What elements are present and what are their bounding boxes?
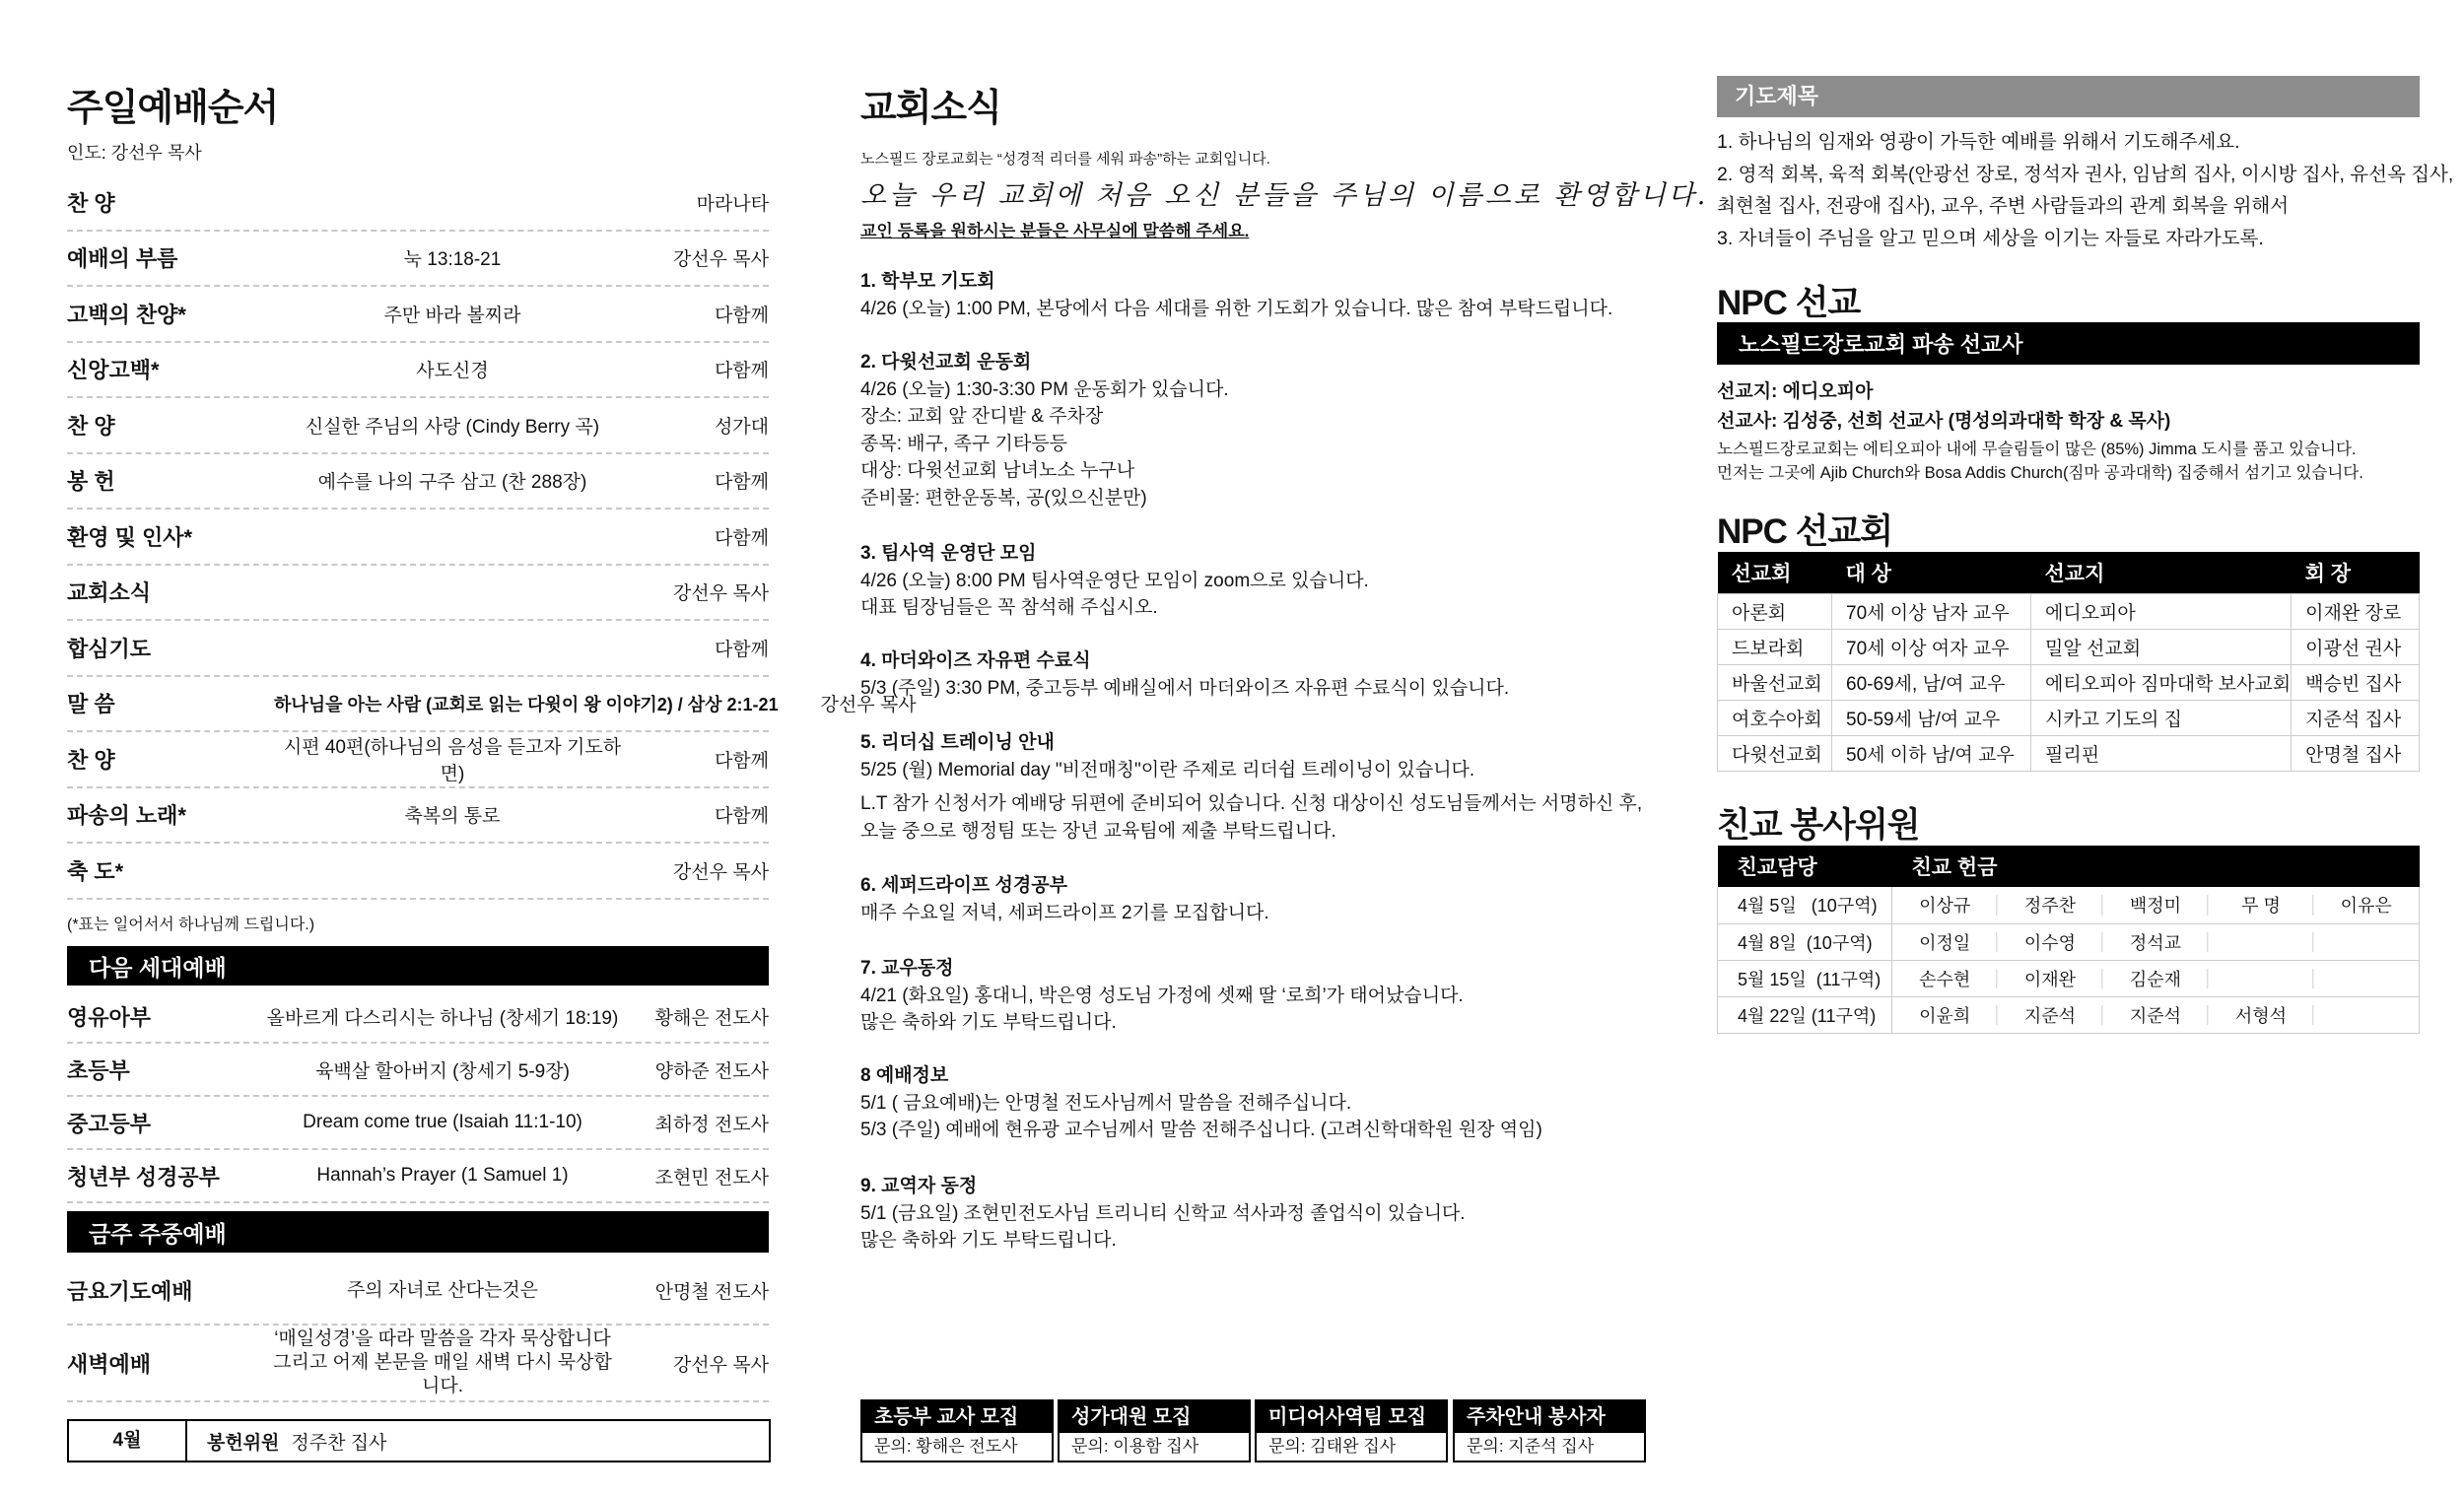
table-cell: 시카고 기도의 집	[2031, 700, 2292, 735]
table-row	[1718, 700, 2420, 735]
offering-name: 정주찬 집사	[291, 1432, 387, 1454]
fellowship-name: 김순재	[2103, 960, 2209, 996]
row-leader: 다함께	[714, 472, 769, 494]
offering-month: 4월	[69, 1421, 187, 1461]
prayer-item: 최현철 집사, 전광애 집사), 교우, 주변 사람들과의 관계 회복을 위해서	[1717, 195, 2290, 217]
row-detail: 예수를 나의 구주 삼고 (찬 288장)	[317, 472, 587, 494]
recruit-contact: 문의: 김태완 집사	[1268, 1437, 1397, 1456]
table-cell: 70세 이상 남자 교우	[1832, 593, 2031, 629]
row-detail: 눅 13:18-21	[403, 249, 502, 271]
news-item-title: 3. 팀사역 운영단 모임	[860, 543, 1037, 564]
news-item	[860, 540, 1369, 622]
groups-table	[1717, 552, 2420, 772]
news-item-line: 많은 축하와 기도 부탁드립니다.	[860, 1230, 1117, 1251]
table-cell: 밀알 선교회	[2031, 629, 2292, 664]
order-row	[67, 287, 769, 343]
recruit-box	[1453, 1399, 1646, 1462]
news-item-title: 5. 리더십 트레이닝 안내	[860, 732, 1055, 753]
row-detail: 축복의 통로	[404, 806, 501, 828]
recruit-title: 초등부 교사 모집	[862, 1401, 1052, 1433]
news-item-title: 6. 세퍼드라이프 성경공부	[860, 875, 1067, 896]
news-item-line: 5/1 ( 금요예배)는 안명철 전도사님께서 말씀을 전해주십니다.	[860, 1092, 1352, 1114]
fellowship-date: 4월 5일 (10구역)	[1718, 887, 1892, 923]
news-item-line: 4/26 (오늘) 1:30-3:30 PM 운동회가 있습니다.	[860, 378, 1229, 400]
order-row	[67, 732, 769, 788]
row-detail: 사도신경	[416, 361, 489, 382]
table-cell: 안명철 집사	[2292, 735, 2420, 771]
fellowship-table	[1717, 846, 2420, 1034]
news-item	[860, 647, 1509, 702]
row-label: 봉 헌	[67, 469, 115, 495]
table-row	[1718, 996, 2420, 1033]
table-cell: 필리핀	[2031, 735, 2292, 771]
order-row	[67, 677, 917, 733]
detail-line: 그리고 어제 본문을 매일 새벽 다시 묵상합니다.	[273, 1352, 612, 1396]
row-label: 고백의 찬양*	[67, 302, 186, 327]
news-item-title: 8 예배정보	[860, 1065, 949, 1086]
next-gen-row	[67, 1097, 769, 1150]
row-leader: 강선우 목사	[672, 861, 769, 883]
fellowship-name	[2209, 960, 2314, 996]
row-leader: 다함께	[714, 305, 769, 326]
news-item	[860, 872, 1269, 926]
news-item-line: 4/26 (오늘) 1:00 PM, 본당에서 다음 세대를 위한 기도회가 있습니다. 많은 참여 부탁드립니다.	[860, 298, 1613, 319]
table-cell: 바울선교회	[1718, 664, 1832, 700]
table-header	[1718, 552, 2420, 593]
next-gen-row	[67, 1044, 769, 1097]
fellowship-name: 이재완	[1998, 960, 2103, 996]
row-label: 말 씀	[67, 692, 115, 717]
table-cell: 이광선 권사	[2292, 629, 2420, 664]
row-leader: 다함께	[714, 750, 769, 772]
fellowship-name	[2209, 923, 2314, 960]
news-item	[860, 268, 1612, 322]
row-leader: 강선우 목사	[820, 695, 917, 716]
row-leader: 안명철 전도사	[654, 1282, 769, 1303]
fellowship-date: 4월 8일 (10구역)	[1718, 923, 1892, 960]
row-label: 청년부 성경공부	[67, 1164, 220, 1190]
recruit-title: 미디어사역팀 모집	[1257, 1401, 1446, 1433]
news-item-line: 대표 팀장님들은 꼭 참석해 주십시오.	[860, 597, 1158, 618]
news-title: 교회소식	[860, 88, 1001, 129]
news-item	[860, 729, 1642, 845]
prayer-item: 2. 영적 회복, 육적 회복(안광선 장로, 정석자 권사, 임남희 집사, 이시방 집사, 유선옥 집사,	[1717, 163, 2454, 185]
order-row	[67, 788, 769, 845]
news-item-line: 5/3 (주일) 3:30 PM, 중고등부 예배실에서 마더와이즈 자유편 수료식이 있습니다.	[860, 677, 1510, 699]
table-header	[1718, 846, 2420, 887]
weekday-header: 금주 주중예배	[67, 1211, 769, 1253]
column-header: 회 장	[2292, 552, 2420, 593]
news-item	[860, 1062, 1542, 1144]
table-row	[1718, 923, 2420, 960]
news-item-line: L.T 참가 신청서가 예배당 뒤편에 준비되어 있습니다. 신청 대상이신 성도님들께서는 서명하신 후,	[860, 793, 1643, 814]
next-gen-header: 다음 세대예배	[67, 946, 769, 986]
mission-title: NPC 선교	[1717, 284, 1861, 322]
news-item-line: 많은 축하와 기도 부탁드립니다.	[860, 1012, 1117, 1033]
fellowship-name: 손수현	[1892, 960, 1998, 996]
recruit-box	[860, 1399, 1054, 1462]
row-leader: 강선우 목사	[672, 1354, 769, 1376]
fellowship-title: 친교 봉사위원	[1717, 806, 1920, 845]
missionary: 선교사: 김성중, 선희 선교사 (명성의과대학 학장 & 목사)	[1717, 411, 2171, 432]
groups-title: NPC 선교회	[1717, 512, 1893, 551]
news-item-line: 장소: 교회 앞 잔디밭 & 주차장	[860, 406, 1104, 427]
order-row	[67, 454, 769, 510]
news-item-line: 매주 수요일 저녁, 세퍼드라이프 2기를 모집합니다.	[860, 902, 1269, 923]
table-cell: 아론회	[1718, 593, 1832, 629]
prayer-item: 3. 자녀들이 주님을 알고 믿으며 세상을 이기는 자들로 자라가도록.	[1717, 227, 2264, 249]
row-label: 새벽예배	[67, 1351, 152, 1377]
fellowship-name: 이유은	[2314, 887, 2420, 923]
order-title: 주일예배순서	[67, 88, 279, 129]
next-gen-row	[67, 1150, 769, 1203]
order-row	[67, 621, 769, 677]
row-leader: 강선우 목사	[672, 583, 769, 605]
desc-line: 노스필드장로교회는 에티오피아 내에 무슬림들이 많은 (85%) Jimma 도시를 품고 있습니다.	[1717, 441, 2357, 458]
news-item-title: 7. 교우동정	[860, 958, 954, 979]
fellowship-name	[2314, 923, 2420, 960]
table-row	[1718, 887, 2420, 923]
column-header: 선교지	[2031, 552, 2292, 593]
news-item	[860, 349, 1229, 511]
news-intro: 노스필드 장로교회는 “성경적 리더를 세워 파송”하는 교회입니다.	[860, 151, 1270, 168]
table-cell: 백승빈 집사	[2292, 664, 2420, 700]
table-row	[1718, 593, 2420, 629]
order-row	[67, 175, 769, 232]
row-leader: 황해은 전도사	[654, 1007, 769, 1029]
row-detail: 육백살 할아버지 (창세기 5-9장)	[315, 1060, 570, 1082]
table-cell: 에티오피아 짐마대학 보사교회	[2031, 664, 2292, 700]
row-label: 합심기도	[67, 636, 152, 661]
offering-box	[67, 1419, 771, 1462]
row-leader: 성가대	[714, 416, 769, 438]
weekday-list	[67, 1258, 769, 1402]
row-leader: 다함께	[714, 806, 769, 828]
column-header: 친교담당	[1718, 846, 1892, 887]
order-row	[67, 566, 769, 622]
table-cell: 여호수아회	[1718, 700, 1832, 735]
row-label: 예배의 부름	[67, 246, 178, 272]
row-leader: 조현민 전도사	[654, 1167, 769, 1189]
column-header: 대 상	[1832, 552, 2031, 593]
order-row	[67, 844, 769, 900]
news-item-line: 종목: 배구, 족구 기타등등	[860, 433, 1067, 454]
news-item-line: 5/3 (주일) 예배에 현유광 교수님께서 말씀 전해주십니다. (고려신학대학원 원장 역임)	[860, 1120, 1542, 1140]
offering-label: 봉헌위원	[207, 1432, 280, 1454]
table-row	[1718, 664, 2420, 700]
table-cell: 이재완 장로	[2292, 593, 2420, 629]
worship-order-list	[67, 175, 917, 900]
row-leader: 양하준 전도사	[654, 1060, 769, 1082]
row-label: 금요기도예배	[67, 1279, 193, 1304]
news-item-line: 4/21 (화요일) 홍대니, 박은영 성도님 가정에 셋째 딸 ‘로희’가 태어났습니다.	[860, 985, 1464, 1006]
fellowship-name	[2314, 996, 2420, 1033]
row-label: 축 도*	[67, 858, 124, 884]
fellowship-name	[2314, 960, 2420, 996]
row-leader: 최하정 전도사	[654, 1114, 769, 1135]
row-detail: 신실한 주님의 사랑 (Cindy Berry 곡)	[305, 416, 600, 438]
row-detail	[264, 1327, 621, 1398]
row-detail: Dream come true (Isaiah 11:1-10)	[303, 1112, 582, 1132]
mission-field: 선교지: 에디오피아	[1717, 381, 1874, 402]
table-cell: 에디오피아	[2031, 593, 2292, 629]
prayer-header: 기도제목	[1717, 76, 2420, 117]
table-cell: 70세 이상 여자 교우	[1832, 629, 2031, 664]
fellowship-name: 백정미	[2103, 887, 2209, 923]
register-note: 교인 등록을 원하시는 분들은 사무실에 말씀해 주세요.	[860, 222, 1250, 240]
row-label: 찬 양	[67, 190, 115, 216]
recruit-box	[1255, 1399, 1448, 1462]
recruit-box	[1058, 1399, 1251, 1462]
row-label: 초등부	[67, 1057, 130, 1083]
row-detail: 하나님을 아는 사람 (교회로 읽는 다윗이 왕 이야기2) / 삼상 2:1-21	[274, 694, 779, 714]
row-detail: 시편 40편(하나님의 음성을 듣고자 기도하면)	[283, 737, 622, 785]
news-item-line: 대상: 다윗선교회 남녀노소 누구나	[860, 460, 1135, 481]
fellowship-name: 지준석	[1998, 996, 2103, 1033]
weekday-row	[67, 1258, 769, 1326]
row-detail: 주만 바라 볼찌라	[383, 305, 521, 326]
mission-bar: 노스필드장로교회 파송 선교사	[1717, 322, 2420, 365]
row-leader: 다함께	[714, 639, 769, 660]
row-detail: 주의 자녀로 산다는것은	[346, 1279, 539, 1301]
news-item-line: 5/1 (금요일) 조현민전도사님 트리니티 신학교 석사과정 졸업식이 있습니다.	[860, 1202, 1466, 1224]
next-gen-row	[67, 990, 769, 1044]
fellowship-name: 정주찬	[1998, 887, 2103, 923]
recruit-contact: 문의: 지준석 집사	[1467, 1437, 1595, 1456]
fellowship-date: 5월 15일 (11구역)	[1718, 960, 1892, 996]
news-item	[860, 955, 1464, 1037]
table-cell: 드보라회	[1718, 629, 1832, 664]
news-item	[860, 1173, 1466, 1255]
row-label: 환영 및 인사*	[67, 524, 193, 550]
column-header: 친교 헌금	[1892, 846, 2420, 887]
news-item-title: 2. 다윗선교회 운동회	[860, 352, 1032, 373]
table-cell: 지준석 집사	[2292, 700, 2420, 735]
row-label: 파송의 노래*	[67, 803, 186, 829]
order-row	[67, 510, 769, 566]
table-row	[1718, 735, 2420, 771]
news-item-line: 준비물: 편한운동복, 공(있으신분만)	[860, 487, 1147, 509]
order-row	[67, 398, 769, 454]
news-item-title: 1. 학부모 기도회	[860, 271, 995, 292]
fellowship-name: 이상규	[1892, 887, 1998, 923]
table-row	[1718, 629, 2420, 664]
row-label: 영유아부	[67, 1004, 152, 1030]
table-cell: 다윗선교회	[1718, 735, 1832, 771]
row-label: 찬 양	[67, 413, 115, 439]
order-row	[67, 232, 769, 288]
news-item-title: 4. 마더와이즈 자유편 수료식	[860, 650, 1091, 671]
fellowship-name: 서형석	[2209, 996, 2314, 1033]
fellowship-name: 이윤희	[1892, 996, 1998, 1033]
recruit-title: 성가대원 모집	[1060, 1401, 1249, 1433]
row-leader: 다함께	[714, 527, 769, 549]
fellowship-name: 이수영	[1998, 923, 2103, 960]
fellowship-name: 정석교	[2103, 923, 2209, 960]
order-row	[67, 343, 769, 399]
row-leader: 마라나타	[696, 193, 769, 215]
row-label: 찬 양	[67, 747, 115, 773]
footnote: (*표는 일어서서 하나님께 드립니다.)	[67, 917, 315, 933]
table-cell: 50세 이하 남/여 교우	[1832, 735, 2031, 771]
table-row	[1718, 960, 2420, 996]
row-detail: Hannah’s Prayer (1 Samuel 1)	[316, 1165, 569, 1186]
news-item-title: 9. 교역자 동정	[860, 1176, 978, 1196]
leader: 인도: 강선우 목사	[67, 143, 202, 163]
column-header: 선교회	[1718, 552, 1832, 593]
recruit-title: 주차안내 봉사자	[1455, 1401, 1644, 1433]
groups-table-wrap	[1717, 552, 2420, 772]
weekday-row	[67, 1326, 769, 1402]
prayer-item: 1. 하나님의 임재와 영광이 가득한 예배를 위해서 기도해주세요.	[1717, 131, 2240, 153]
recruit-contact: 문의: 황해은 전도사	[874, 1437, 1018, 1456]
row-detail: 올바르게 다스리시는 하나님 (창세기 18:19)	[266, 1007, 619, 1029]
mission-desc	[1717, 438, 2420, 485]
welcome-handwriting: 오늘 우리 교회에 처음 오신 분들을 주님의 이름으로 환영합니다.	[860, 180, 1709, 211]
row-label: 중고등부	[67, 1111, 152, 1136]
prayer-list	[1717, 126, 2454, 254]
recruit-contact: 문의: 이용함 집사	[1071, 1437, 1199, 1456]
row-label: 교회소식	[67, 580, 152, 606]
row-leader: 다함께	[714, 361, 769, 382]
table-cell: 60-69세, 남/여 교우	[1832, 664, 2031, 700]
next-gen-list	[67, 990, 769, 1203]
fellowship-name: 이정일	[1892, 923, 1998, 960]
detail-line: ‘매일성경’을 따라 말씀을 각자 묵상합니다	[274, 1328, 611, 1349]
fellowship-name: 지준석	[2103, 996, 2209, 1033]
row-leader: 강선우 목사	[672, 249, 769, 271]
row-label: 신앙고백*	[67, 358, 160, 383]
table-cell: 50-59세 남/여 교우	[1832, 700, 2031, 735]
fellowship-name: 무 명	[2209, 887, 2314, 923]
fellowship-date: 4월 22일 (11구역)	[1718, 996, 1892, 1033]
desc-line: 먼저는 그곳에 Ajib Church와 Bosa Addis Church(짐마 공과대학) 집중해서 섬기고 있습니다.	[1717, 464, 2363, 482]
news-item-line: 5/25 (월) Memorial day "비전매칭"이란 주제로 리더쉽 트레이닝이 있습니다.	[860, 759, 1475, 781]
news-item-line: 오늘 중으로 행정팀 또는 장년 교육팀에 제출 부탁드립니다.	[860, 820, 1336, 842]
fellowship-table-wrap	[1717, 846, 2420, 1034]
news-item-line: 4/26 (오늘) 8:00 PM 팀사역운영단 모임이 zoom으로 있습니다.	[860, 570, 1369, 591]
